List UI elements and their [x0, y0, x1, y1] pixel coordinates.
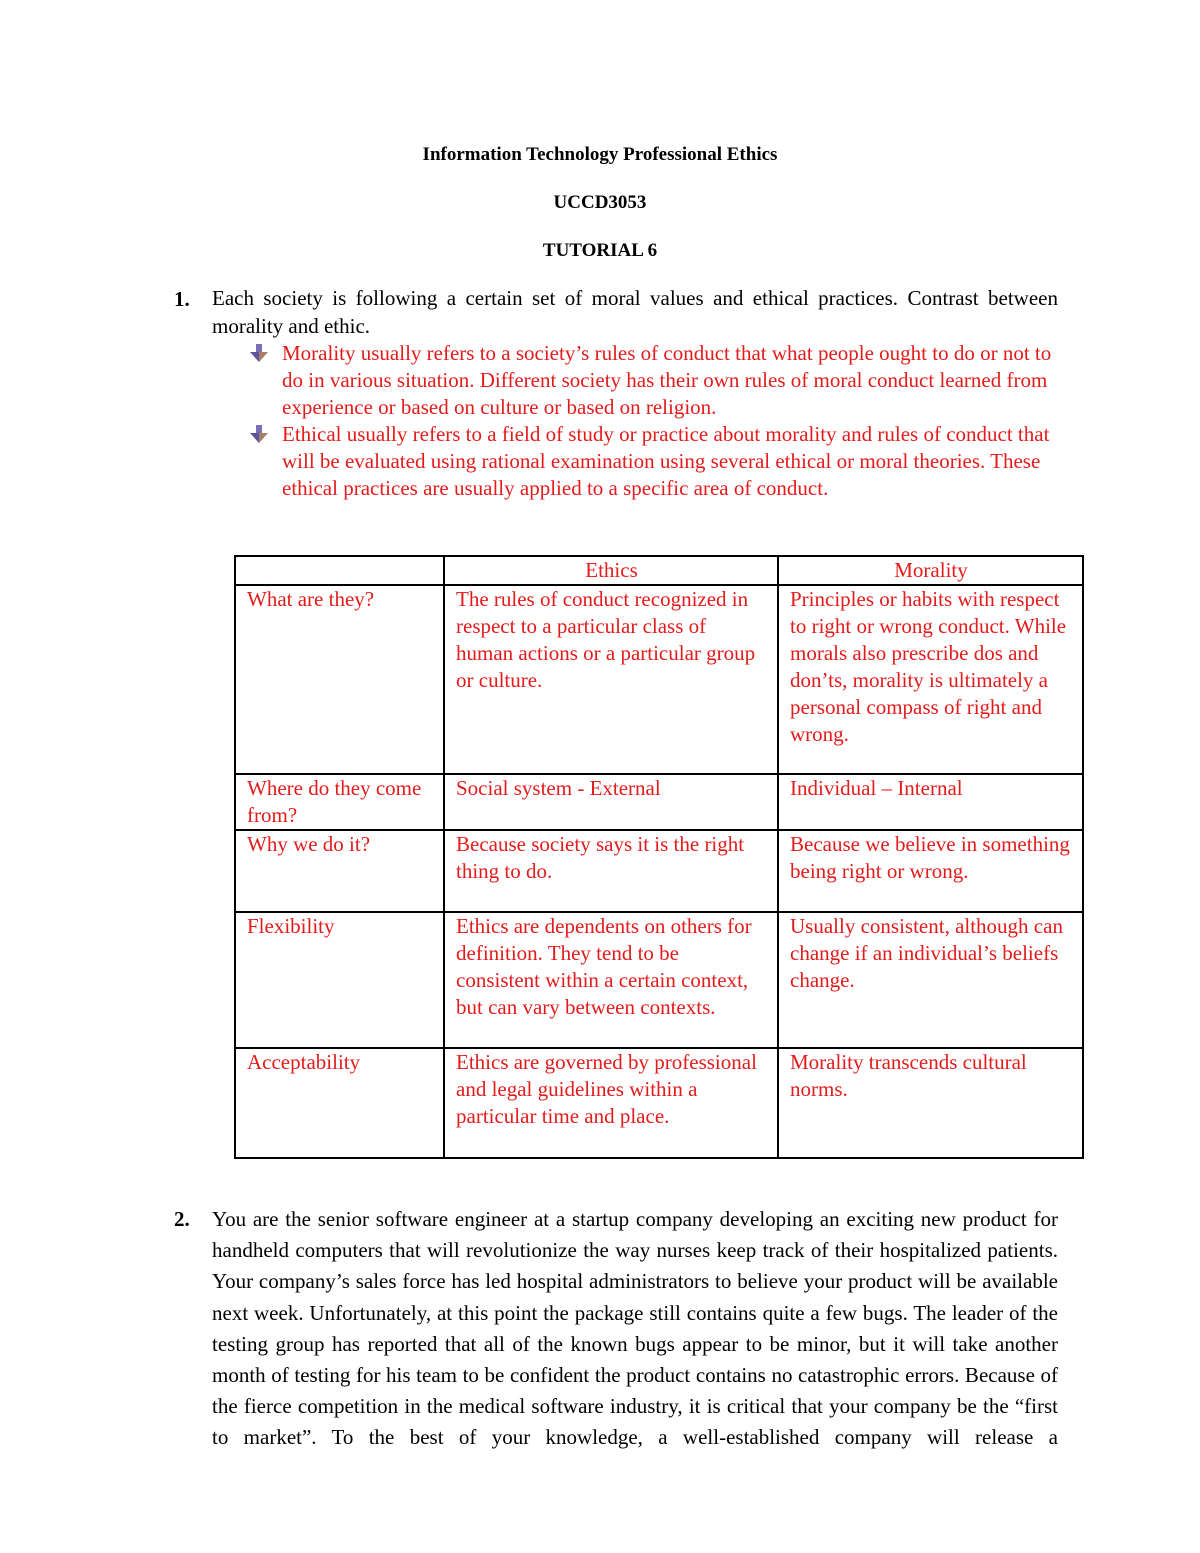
down-arrow-bullet-icon — [248, 342, 270, 364]
table-header-row — [235, 556, 1083, 585]
question-1-text: Each society is following a certain set of moral values and ethical practices. Contrast between morality and ethic. — [212, 286, 1058, 338]
table-cell: Acceptability — [235, 1048, 444, 1158]
table-cell: What are they? — [235, 585, 444, 774]
table-cell: Ethics are dependents on others for definition. They tend to be consistent within a certain context, but can vary between contexts. — [444, 912, 778, 1048]
question-1-number: 1. — [174, 287, 190, 311]
table-cell: Where do they come from? — [235, 774, 444, 830]
tutorial-heading: TUTORIAL 6 — [542, 240, 658, 261]
down-arrow-bullet-icon — [248, 423, 270, 445]
document-title: Information Technology Professional Ethics — [422, 144, 778, 165]
table-cell: Morality transcends cultural norms. — [778, 1048, 1083, 1158]
table-cell: The rules of conduct recognized in respect to a particular class of human actions or a particular group or culture. — [444, 585, 778, 774]
table-header-cell — [235, 556, 444, 585]
table-row — [235, 830, 1083, 912]
table-row — [235, 774, 1083, 830]
table-header-cell: Morality — [778, 556, 1083, 585]
table-row — [235, 585, 1083, 774]
question-2-text: You are the senior software engineer at a startup company developing an exciting new product for handheld computers that will revolutionize the way nurses keep track of their hospitalized patients. Your company’s sales force has led hospital administrators to believe your product will be available next week. Unfortunately, at this point the package still contains quite a few bugs. The leader of the testing group has reported that all of the known bugs appear to be minor, but it will take another month of testing for his team to be confident the product contains no catastrophic errors. Because of the fierce competition in the medical software industry, it is critical that your company be the “first to market”. To the best of your knowledge, a well-established company will release a — [212, 1207, 1058, 1450]
answer-bullet-morality: Morality usually refers to a society’s rules of conduct that what people ought to do or not to do in various situation. Different society has their own rules of moral conduct learned from experience or based on culture or based on religion. — [282, 341, 1052, 419]
table-row — [235, 912, 1083, 1048]
table-header-cell: Ethics — [444, 556, 778, 585]
table-cell: Why we do it? — [235, 830, 444, 912]
table-cell: Usually consistent, although can change if an individual’s beliefs change. — [778, 912, 1083, 1048]
table-row — [235, 1048, 1083, 1158]
question-2-number: 2. — [174, 1207, 190, 1231]
table-cell: Social system - External — [444, 774, 778, 830]
table-cell: Individual – Internal — [778, 774, 1083, 830]
course-code: UCCD3053 — [553, 192, 647, 213]
table-cell: Because society says it is the right thing to do. — [444, 830, 778, 912]
table-cell: Principles or habits with respect to right or wrong conduct. While morals also prescribe dos and don’ts, morality is ultimately a personal compass of right and wrong. — [778, 585, 1083, 774]
table-cell: Ethics are governed by professional and legal guidelines within a particular time and place. — [444, 1048, 778, 1158]
ethics-morality-table — [234, 555, 1084, 1159]
table-cell: Because we believe in something being right or wrong. — [778, 830, 1083, 912]
answer-bullet-ethical: Ethical usually refers to a field of study or practice about morality and rules of conduct that will be evaluated using rational examination using several ethical or moral theories. These ethical practices are usually applied to a specific area of conduct. — [282, 422, 1050, 500]
table-cell: Flexibility — [235, 912, 444, 1048]
